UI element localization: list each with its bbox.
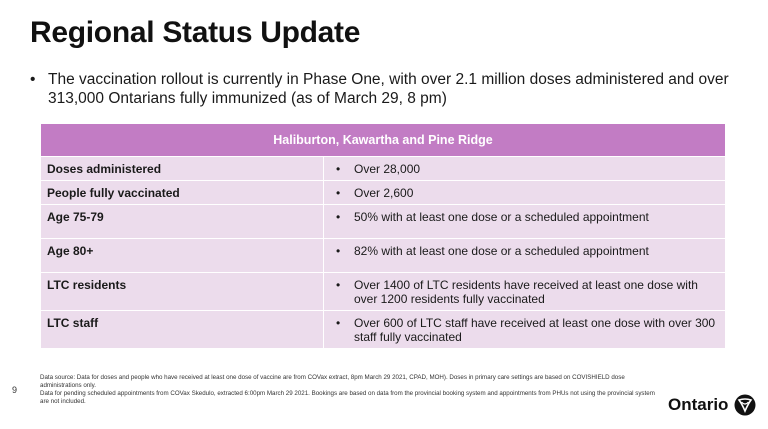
row-value (324, 311, 726, 349)
row-value-text: Over 1400 of LTC residents have received at least one dose with over 1200 residents fully vaccinated (354, 278, 698, 306)
table-row (41, 311, 726, 349)
row-value-text: 82% with at least one dose or a scheduled appointment (354, 244, 649, 258)
row-label: Doses administered (41, 157, 324, 181)
data-source-footnote (40, 374, 660, 406)
row-value (324, 239, 726, 273)
table-row (41, 181, 726, 205)
row-label: Age 80+ (41, 239, 324, 273)
row-value (324, 157, 726, 181)
page-title: Regional Status Update (30, 16, 361, 49)
bullet-dot: • (336, 316, 341, 330)
row-value-text: Over 600 of LTC staff have received at least one dose with over 300 staff fully vaccinated (354, 316, 716, 344)
status-table (40, 123, 726, 349)
table-row (41, 205, 726, 239)
row-value-text: Over 2,600 (354, 186, 414, 200)
ontario-trillium-icon (734, 394, 756, 416)
bullet-dot: • (336, 162, 341, 176)
row-label: People fully vaccinated (41, 181, 324, 205)
bullet-dot: • (336, 210, 341, 224)
row-label: LTC staff (41, 311, 324, 349)
row-label: LTC residents (41, 273, 324, 311)
bullet-dot: • (336, 186, 341, 200)
table-header: Haliburton, Kawartha and Pine Ridge (41, 124, 726, 157)
ontario-logo (668, 394, 756, 416)
footnote-line: Data source: Data for doses and people who have received at least one dose of vaccine are from COVax extract, 8pm March 29 2021, CPAD, MOH). Doses in primary care settings are based on COVISHIELD dose administrations only. (40, 374, 625, 389)
table-row (41, 239, 726, 273)
row-value (324, 205, 726, 239)
table-row (41, 157, 726, 181)
bullet-dot: • (336, 278, 341, 292)
row-label: Age 75-79 (41, 205, 324, 239)
row-value (324, 273, 726, 311)
summary-bullet (30, 70, 730, 108)
row-value-text: 50% with at least one dose or a scheduled appointment (354, 210, 649, 224)
table-row (41, 273, 726, 311)
logo-text: Ontario (668, 395, 729, 414)
summary-text: The vaccination rollout is currently in Phase One, with over 2.1 million doses administered and over 313,000 Ontarians fully immunized (as of March 29, 8 pm) (48, 71, 729, 107)
row-value-text: Over 28,000 (354, 162, 421, 176)
bullet-dot: • (336, 244, 341, 258)
footnote-line: Data for pending scheduled appointments from COVax Skedulo, extracted 6:00pm March 29 2021. Bookings are based on data from the provincial booking system and appointments from PHUs not using the provincial system are not included. (40, 390, 655, 405)
page-number: 9 (12, 385, 18, 395)
bullet-dot: • (30, 71, 36, 88)
row-value (324, 181, 726, 205)
